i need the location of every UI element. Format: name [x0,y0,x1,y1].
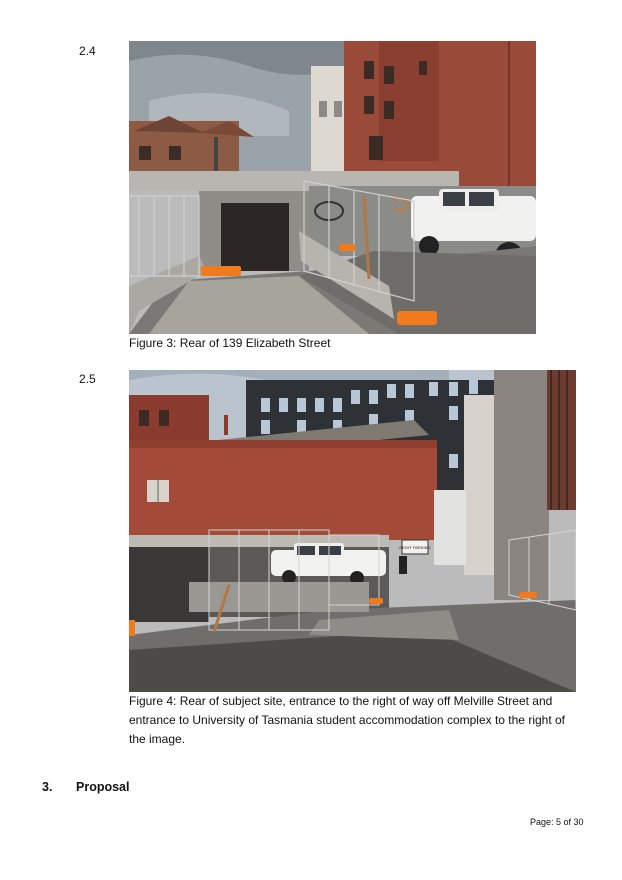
parking-sign-text: RIGHT PARKING [399,545,431,550]
figure-4-photo [129,370,576,692]
section-number-2-4: 2.4 [79,44,96,58]
figure-4-caption: Figure 4: Rear of subject site, entrance to the right of way off Melville Street and entrance to University of Tasmania student accommodation complex to the right of the image. [129,694,566,746]
figure-3-photo [129,41,536,334]
heading-number: 3. [42,780,53,794]
section-number-2-5: 2.5 [79,372,96,386]
heading-title: Proposal [76,780,130,794]
page-number: Page: 5 of 30 [530,817,584,827]
figure-3-caption: Figure 3: Rear of 139 Elizabeth Street [129,336,331,350]
